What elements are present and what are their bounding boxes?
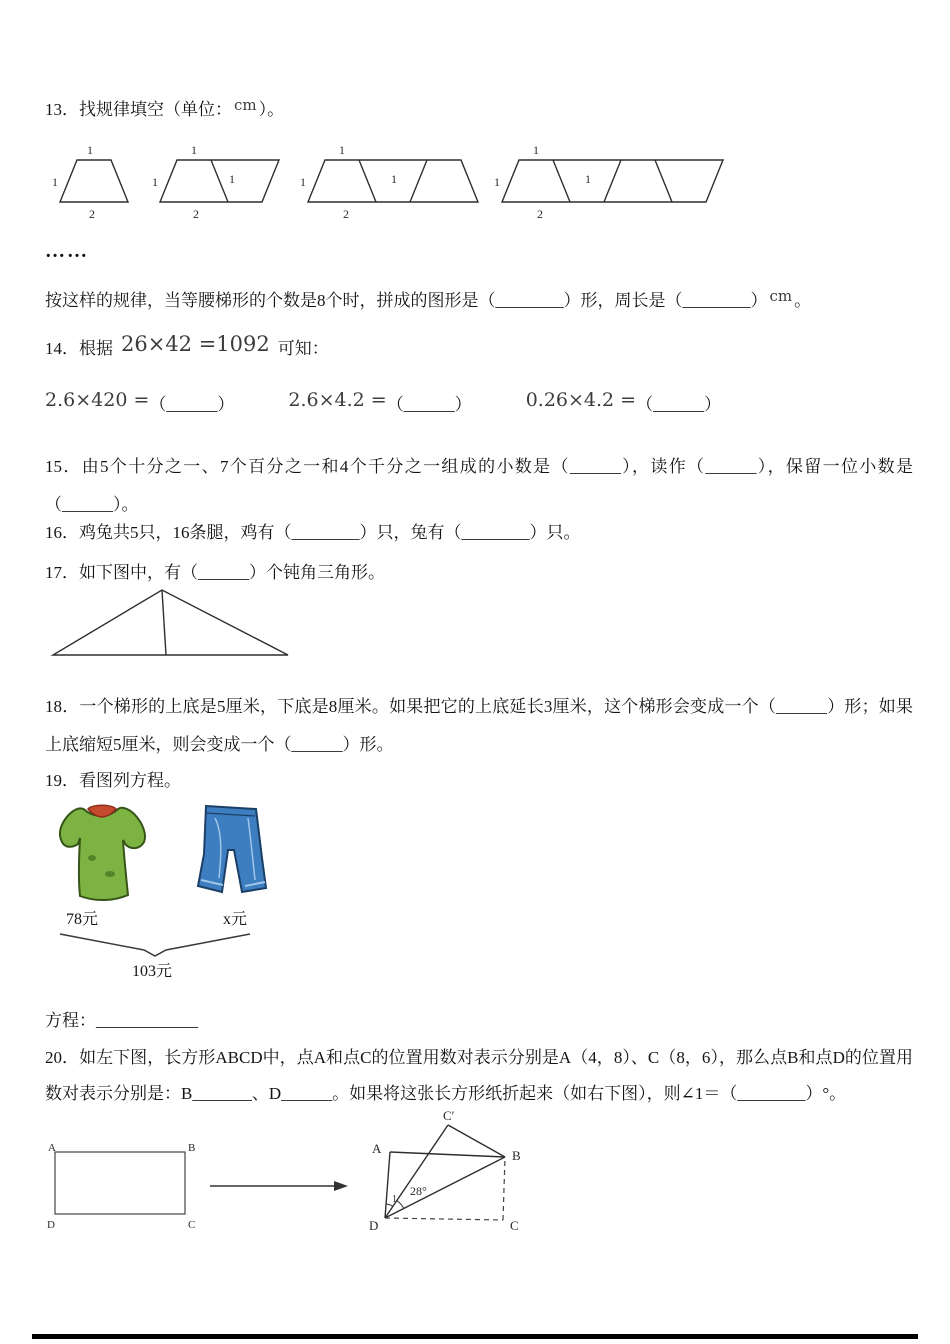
total-brace — [58, 930, 253, 960]
fig4-left-label: 1 — [494, 175, 500, 189]
trapezoid-figure-2 — [150, 136, 292, 228]
q14-title — [45, 334, 329, 359]
fold-label-d: D — [369, 1218, 379, 1233]
shirt-shade-2 — [105, 871, 115, 877]
q14-item-2 — [288, 386, 472, 414]
fold-edge-ab — [390, 1152, 505, 1157]
fig3-left-label: 1 — [300, 175, 306, 189]
fold-diagonal-db — [385, 1157, 505, 1218]
shirt-image — [52, 798, 152, 906]
q13-rule-unit-cm: cm — [769, 287, 793, 305]
fold-label-c: C — [510, 1218, 519, 1233]
q13-title-tail: ）。 — [258, 100, 285, 119]
q14-expr-3: 0.26×4.2 = — [525, 389, 637, 411]
fig3-mid-label: 1 — [391, 172, 397, 186]
trapezoid-4-inner-line-2 — [604, 160, 621, 202]
pants-price-label: x元 — [223, 911, 248, 928]
q13-title — [45, 95, 284, 120]
q13-rule — [45, 286, 811, 311]
fold-dashed-dc — [385, 1218, 503, 1220]
trapezoid-3-inner-line-2 — [410, 160, 427, 202]
q13-rule-tail: 。 — [794, 291, 812, 310]
fig2-bottom-label: 2 — [193, 207, 199, 221]
triangle-inner-line — [162, 590, 166, 655]
q17-text: 17．如下图中，有（______）个钝角三角形。 — [45, 563, 385, 582]
fold-edge-ad — [385, 1152, 390, 1218]
q20-text: 20．如左下图，长方形ABCD中，点A和点C的位置用数对表示分别是A（4，8）、C（8，6），那么点B和点D的位置用数对表示分别是：B_______、D______。如果将这张长方形纸折起来（如右下图），则∠1＝（________）°。 — [45, 1048, 913, 1103]
q14-expr-1: 2.6×420 = — [45, 389, 150, 411]
pattern-ellipsis: …… — [45, 240, 89, 262]
fig1-bottom-label: 2 — [89, 207, 95, 221]
total-price-label: 103元 — [132, 963, 173, 980]
q16-text: 16．鸡兔共5只，16条腿，鸡有（________）只，兔有（________）只。 — [45, 523, 581, 542]
rect-label-b: B — [188, 1142, 196, 1154]
equation-label: 方程：____________ — [45, 1011, 198, 1030]
rect-label-a: A — [48, 1142, 56, 1154]
folded-rectangle-figure — [358, 1106, 543, 1241]
q14-blank-2: （______） — [386, 395, 472, 414]
fold-dashed-cb — [503, 1157, 505, 1220]
pants-image — [193, 800, 273, 900]
fig1-left-label: 1 — [52, 175, 58, 189]
trapezoid-figure-4 — [492, 136, 734, 228]
fig3-bottom-label: 2 — [343, 207, 349, 221]
q14-formula: 26×42 =1092 — [121, 332, 270, 356]
q14-blank-1: （______） — [149, 395, 235, 414]
trapezoid-figure-3 — [298, 136, 490, 228]
trapezoid-4-inner-line-3 — [655, 160, 672, 202]
q14-suffix: 可知： — [277, 339, 329, 358]
q13-unit-cm: cm — [234, 96, 257, 114]
q14-expr-2: 2.6×4.2 = — [288, 389, 387, 411]
shirt-body — [60, 808, 145, 900]
fig1-top-label: 1 — [87, 143, 93, 157]
transform-arrow — [208, 1172, 358, 1200]
brace-line — [60, 934, 250, 956]
fig4-top-label: 1 — [533, 143, 539, 157]
q13-rule-text: 按这样的规律，当等腰梯形的个数是8个时，拼成的图形是（________）形，周长是（________） — [45, 291, 768, 310]
angle-28-arc — [397, 1201, 404, 1209]
shirt-price-label: 78元 — [66, 911, 99, 928]
rectangle-abcd-figure — [45, 1140, 203, 1232]
arrow-head-icon — [334, 1181, 348, 1191]
q19-title: 19．看图列方程。 — [45, 771, 181, 790]
fig4-bottom-label: 2 — [537, 207, 543, 221]
trapezoid-2-inner-line — [211, 160, 228, 202]
angle-1-label: 1 — [392, 1194, 397, 1205]
fig2-left-label: 1 — [152, 175, 158, 189]
fold-line-cprimeb — [448, 1125, 505, 1157]
q18-text: 18．一个梯形的上底是5厘米，下底是8厘米。如果把它的上底延长3厘米，这个梯形会变成一个（______）形；如果上底缩短5厘米，则会变成一个（______）形。 — [45, 697, 913, 754]
q14-answers-row — [45, 386, 722, 414]
triangle-outline — [53, 590, 288, 655]
trapezoid-3-inner-line-1 — [359, 160, 376, 202]
fold-label-b: B — [512, 1148, 521, 1163]
rectangle-outline — [55, 1152, 185, 1214]
page-bottom-edge — [32, 1334, 918, 1339]
fold-label-cprime: C′ — [443, 1108, 455, 1123]
q14-item-1 — [45, 386, 235, 414]
trapezoid-figure-1 — [50, 136, 140, 228]
fold-label-a: A — [372, 1141, 382, 1156]
rect-label-c: C — [188, 1219, 196, 1231]
q14-prefix: 14．根据 — [45, 339, 113, 358]
q14-blank-3: （______） — [636, 395, 722, 414]
rect-label-d: D — [47, 1219, 55, 1231]
trapezoid-4-inner-line-1 — [553, 160, 570, 202]
angle-28-label: 28° — [410, 1184, 427, 1198]
shirt-shade-1 — [88, 855, 96, 861]
fig3-top-label: 1 — [339, 143, 345, 157]
triangle-figure — [45, 584, 295, 662]
q15-text: 15．由5个十分之一、7个百分之一和4个千分之一组成的小数是（______），读作（______），保留一位小数是（______）。 — [45, 457, 913, 514]
fig2-mid-label: 1 — [229, 172, 235, 186]
fig4-mid-label: 1 — [585, 172, 591, 186]
trapezoid-1-outline — [60, 160, 128, 202]
q13-title-text: 13．找规律填空（单位： — [45, 100, 232, 119]
pants-body — [198, 806, 266, 892]
q14-item-3 — [525, 386, 722, 414]
fig2-top-label: 1 — [191, 143, 197, 157]
